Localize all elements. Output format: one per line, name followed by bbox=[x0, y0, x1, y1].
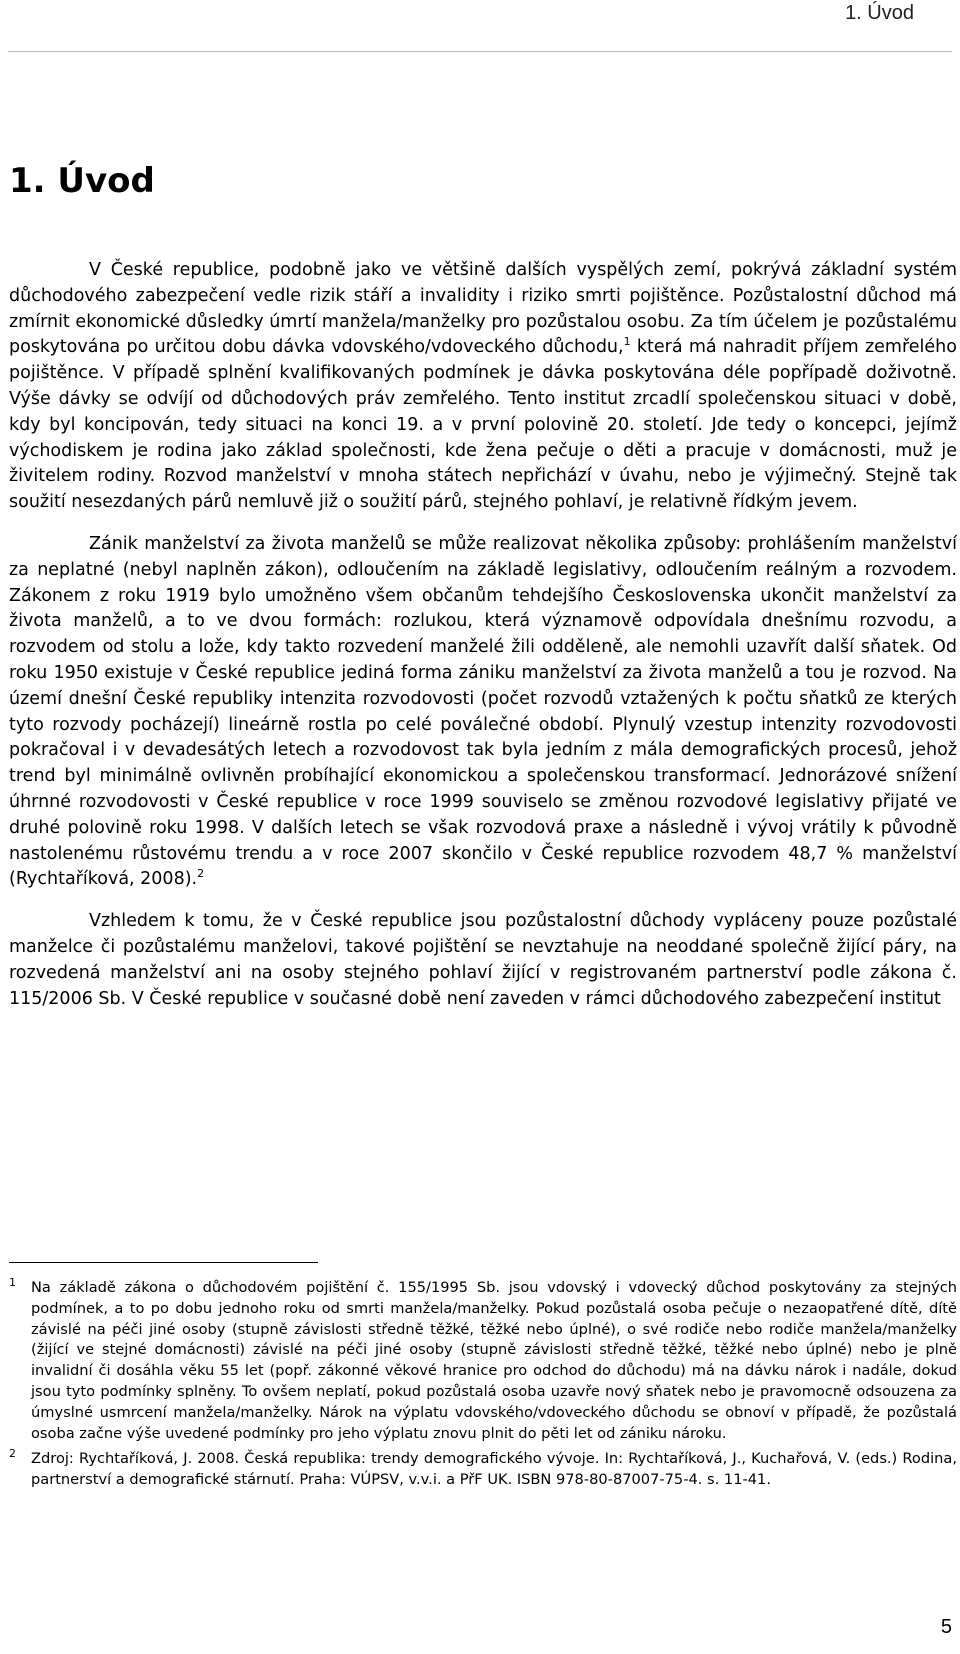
paragraph-3 bbox=[9, 909, 957, 1012]
footnote-ref-2[interactable]: 2 bbox=[197, 867, 205, 881]
page-number: 5 bbox=[940, 1616, 952, 1638]
paragraph-1 bbox=[9, 258, 957, 516]
footnote-2 bbox=[9, 1449, 957, 1491]
body-text bbox=[9, 258, 957, 1028]
running-header: 1. Úvod bbox=[845, 2, 914, 24]
paragraph-1-text: V České republice, podobně jako ve většině dalších vyspělých zemí, pokrývá základní systém důchodového zabezpečení vedle rizik stáří a invalidity i riziko smrti pojištěnce. Pozůstalostní důchod má zmírnit ekonomické důsledky úmrtí manžela/manželky pro pozůstalou osobu. Za tím účelem je pozůstalému poskytována po určitou dobu dávka vdovského/vdoveckého důchodu, bbox=[9, 260, 957, 358]
footnote-ref-1[interactable]: 1 bbox=[623, 335, 631, 349]
footnote-1-text: Na základě zákona o důchodovém pojištění č. 155/1995 Sb. jsou vdovský i vdovecký důchod poskytovány za stejných podmínek, a to po dobu jednoho roku od smrti manžela/manželky. Pokud pozůstalá osoba pečuje o nezaopatřené dítě, dítě závislé na péči jiné osoby (stupně závislosti středně těžké, těžké nebo úplné), o své rodiče nebo rodiče manžela/manželky (žijící ve stejné domácnosti) závislé na péči jiné osoby (stupně závislosti středně těžké, těžké nebo úplné) nebo je plně invalidní či dosáhla věku 55 let (popř. zákonné věkové hranice pro odchod do důchodu) má na dávku nárok i nadále, dokud jsou tyto podmínky splněny. To ovšem neplatí, pokud pozůstalá osoba uzavře nový sňatek nebo je pravomocně odsouzena za úmyslné usmrcení manžela/manželky. Nárok na výplatu vdovského/vdoveckého důchodu se obnoví v případě, že pozůstalá osoba začne výše uvedené podmínky pro jeho výplatu znovu plnit do pěti let od zániku nároku. bbox=[31, 1279, 957, 1442]
footnote-separator bbox=[9, 1262, 318, 1263]
footnotes bbox=[9, 1278, 957, 1496]
footnote-2-text: Zdroj: Rychtaříková, J. 2008. Česká republika: trendy demografického vývoje. In: Rychtaříková, J., Kuchařová, V. (eds.) Rodina, partnerství a demografické stárnutí. Praha: VÚPSV, v.v.i. a PřF UK. ISBN 978-80-87007-75-4. s. 11-41. bbox=[31, 1450, 957, 1489]
header-rule bbox=[8, 51, 952, 52]
footnote-2-number: 2 bbox=[9, 1447, 16, 1461]
paragraph-2 bbox=[9, 532, 957, 893]
footnote-1 bbox=[9, 1278, 957, 1444]
paragraph-3-text: Vzhledem k tomu, že v České republice jsou pozůstalostní důchody vypláceny pouze pozůstalé manželce či pozůstalému manželovi, takové pojištění se nevztahuje na neoddané společně žijící páry, na rozvedená manželství ani na osoby stejného pohlaví žijící v registrovaném partnerství podle zákona č. 115/2006 Sb. V České republice v současné době není zaveden v rámci důchodového zabezpečení institut bbox=[9, 911, 957, 1009]
paragraph-2-text: Zánik manželství za života manželů se může realizovat několika způsoby: prohlášením manželství za neplatné (nebyl naplněn zákon), odloučením na základě legislativy, odloučením reálným a rozvodem. Zákonem z roku 1919 bylo umožněno všem občanům tehdejšího Československa ukončit manželství za života manželů, a to ve dvou formách: rozlukou, která významově odpovídala dnešnímu rozvodu, a rozvodem od stolu a lože, kdy takto rozvedení manželé žili odděleně, ale nemohli uzavřít další sňatek. Od roku 1950 existuje v České republice jediná forma zániku manželství za života manželů a tou je rozvod. Na území dnešní České republiky intenzita rozvodovosti (počet rozvodů vztažených k počtu sňatků ze kterých tyto rozvody pocházejí) lineárně rostla po celé poválečné období. Plynulý vzestup intenzity rozvodovosti pokračoval i v devadesátých letech a rozvodovost tak byla jedním z mála demografických procesů, jehož trend byl minimálně ovlivněn probíhající ekonomickou a společenskou transformací. Jednorázové snížení úhrnné rozvodovosti v České republice v roce 1999 souviselo se změnou rozvodové legislativy přijaté ve druhé polovině roku 1998. V dalších letech se však rozvodová praxe a následně i vývoj vrátily k původně nastolenému růstovému trendu a v roce 2007 skončilo v České republice rozvodem 48,7 % manželství (Rychtaříková, 2008). bbox=[9, 533, 957, 890]
footnote-1-number: 1 bbox=[9, 1276, 16, 1289]
chapter-title: 1. Úvod bbox=[9, 161, 155, 201]
paragraph-1-text-cont: která má nahradit příjem zemřelého pojištěnce. V případě splnění kvalifikovaných podmínek je dávka poskytována déle popřípadě doživotně. Výše dávky se odvíjí od důchodových práv zemřelého. Tento institut zrcadlí společenskou situaci v době, kdy byl koncipován, tedy situaci na konci 19. a v první polovině 20. století. Jde tedy o koncepci, jejímž východiskem je rodina jako základ společnosti, kde žena pečuje o děti a pracuje v domácnosti, muž je živitelem rodiny. Rozvod manželství v mnoha státech nepřichází v úvahu, nebo je výjimečný. Stejně tak soužití nesezdaných párů nemluvě již o soužití párů, stejného pohlaví, je relativně řídkým jevem. bbox=[9, 337, 957, 513]
